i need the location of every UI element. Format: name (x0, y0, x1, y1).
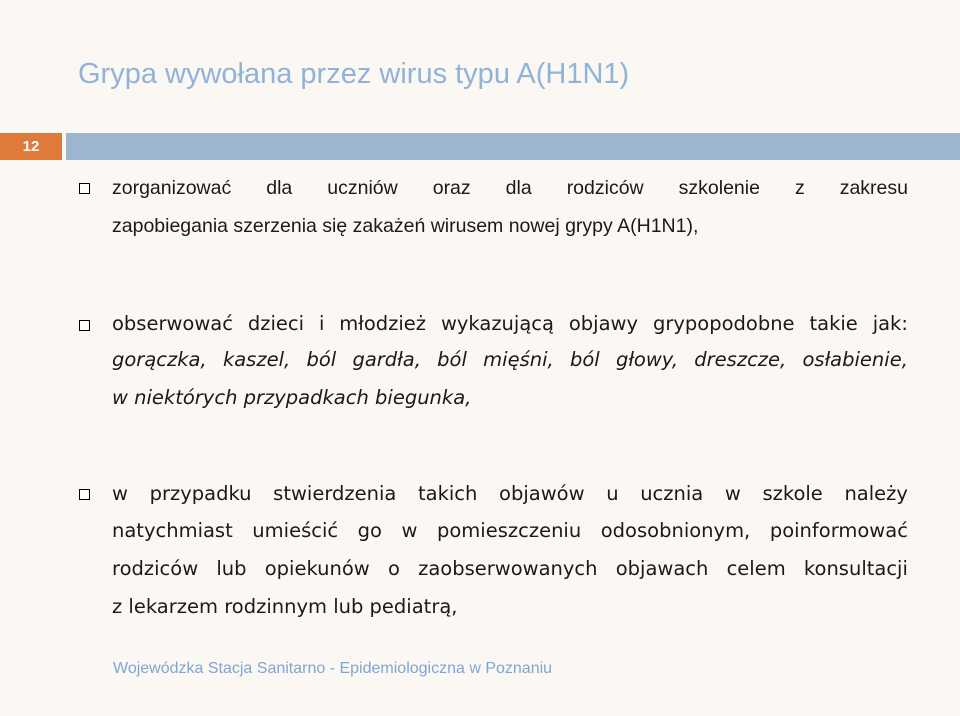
word: przypadku (149, 482, 252, 505)
word: w (401, 519, 418, 542)
word: wykazującą (440, 312, 554, 335)
word: pomieszczeniu (437, 519, 582, 542)
bullet-3-line-3 (112, 557, 908, 581)
word: natychmiast (112, 519, 233, 542)
word: opiekunów (264, 557, 370, 580)
bullet-3-line-2 (112, 519, 908, 543)
word: oraz (432, 177, 471, 199)
bullet-3-line-1 (112, 482, 908, 506)
slide-header-band (0, 133, 960, 160)
word: u (606, 482, 619, 505)
slide-number: 12 (0, 133, 62, 160)
word: szkole (762, 482, 823, 505)
word: rodziców (566, 177, 644, 199)
word: objawy (568, 312, 639, 335)
word: w (112, 482, 128, 505)
footer-institution: Wojewódzka Stacja Sanitarno - Epidemiologiczna w Poznaniu (113, 660, 553, 677)
word: poinformować (769, 519, 908, 542)
bullet-2-line-3: w niektórych przypadkach biegunka, (112, 386, 472, 409)
word: zaobserwowanych (418, 557, 598, 580)
square-bullet-icon (79, 489, 90, 500)
header-bar (66, 133, 960, 160)
word: grypopodobne (652, 312, 795, 335)
word: dzieci (247, 312, 305, 335)
bullet-2-line-2 (112, 348, 908, 372)
word: zakresu (839, 177, 908, 199)
word: objawów (499, 482, 585, 505)
slide-title: Grypa wywołana przez wirus typu A(H1N1) (78, 58, 630, 90)
word: umieścić (252, 519, 339, 542)
bullet-1-line-2: zapobiegania szerzenia się zakażeń wirusem nowej grypy A(H1N1), (112, 215, 699, 237)
word: dla (505, 177, 532, 199)
word: młodzież (339, 312, 427, 335)
word: ból (569, 348, 600, 371)
bullet-2-line-1 (112, 312, 908, 336)
word: szkolenie (678, 177, 760, 199)
square-bullet-icon (79, 320, 90, 331)
word: kaszel, (222, 348, 291, 371)
word: z (794, 177, 805, 199)
word: rodziców (112, 557, 199, 580)
word: gorączka, (112, 348, 207, 371)
word: głowy, (615, 348, 679, 371)
word: w (724, 482, 741, 505)
word: o (387, 557, 400, 580)
word: odosobnionym, (600, 519, 751, 542)
word: dreszcze, (694, 348, 787, 371)
word: ból (437, 348, 467, 371)
word: konsultacji (803, 557, 908, 580)
word: lub (216, 557, 247, 580)
word: takich (418, 482, 478, 505)
word: takie (809, 312, 858, 335)
word: celem (726, 557, 786, 580)
word: jak: (872, 312, 908, 335)
word: i (318, 312, 325, 335)
word: ucznia (640, 482, 704, 505)
word: mięśni, (483, 348, 554, 371)
word: dla (266, 177, 293, 199)
word: ból (306, 348, 337, 371)
square-bullet-icon (79, 183, 90, 194)
word: stwierdzenia (273, 482, 397, 505)
word: gardła, (352, 348, 421, 371)
word: zorganizować (112, 177, 232, 199)
word: obserwować (112, 312, 233, 335)
word: należy (844, 482, 908, 505)
word: objawach (615, 557, 709, 580)
word: osłabienie, (802, 348, 908, 371)
word: go (357, 519, 382, 542)
bullet-1-line-1 (112, 176, 908, 200)
word: uczniów (327, 177, 398, 199)
bullet-3-line-4: z lekarzem rodzinnym lub pediatrą, (112, 595, 458, 618)
